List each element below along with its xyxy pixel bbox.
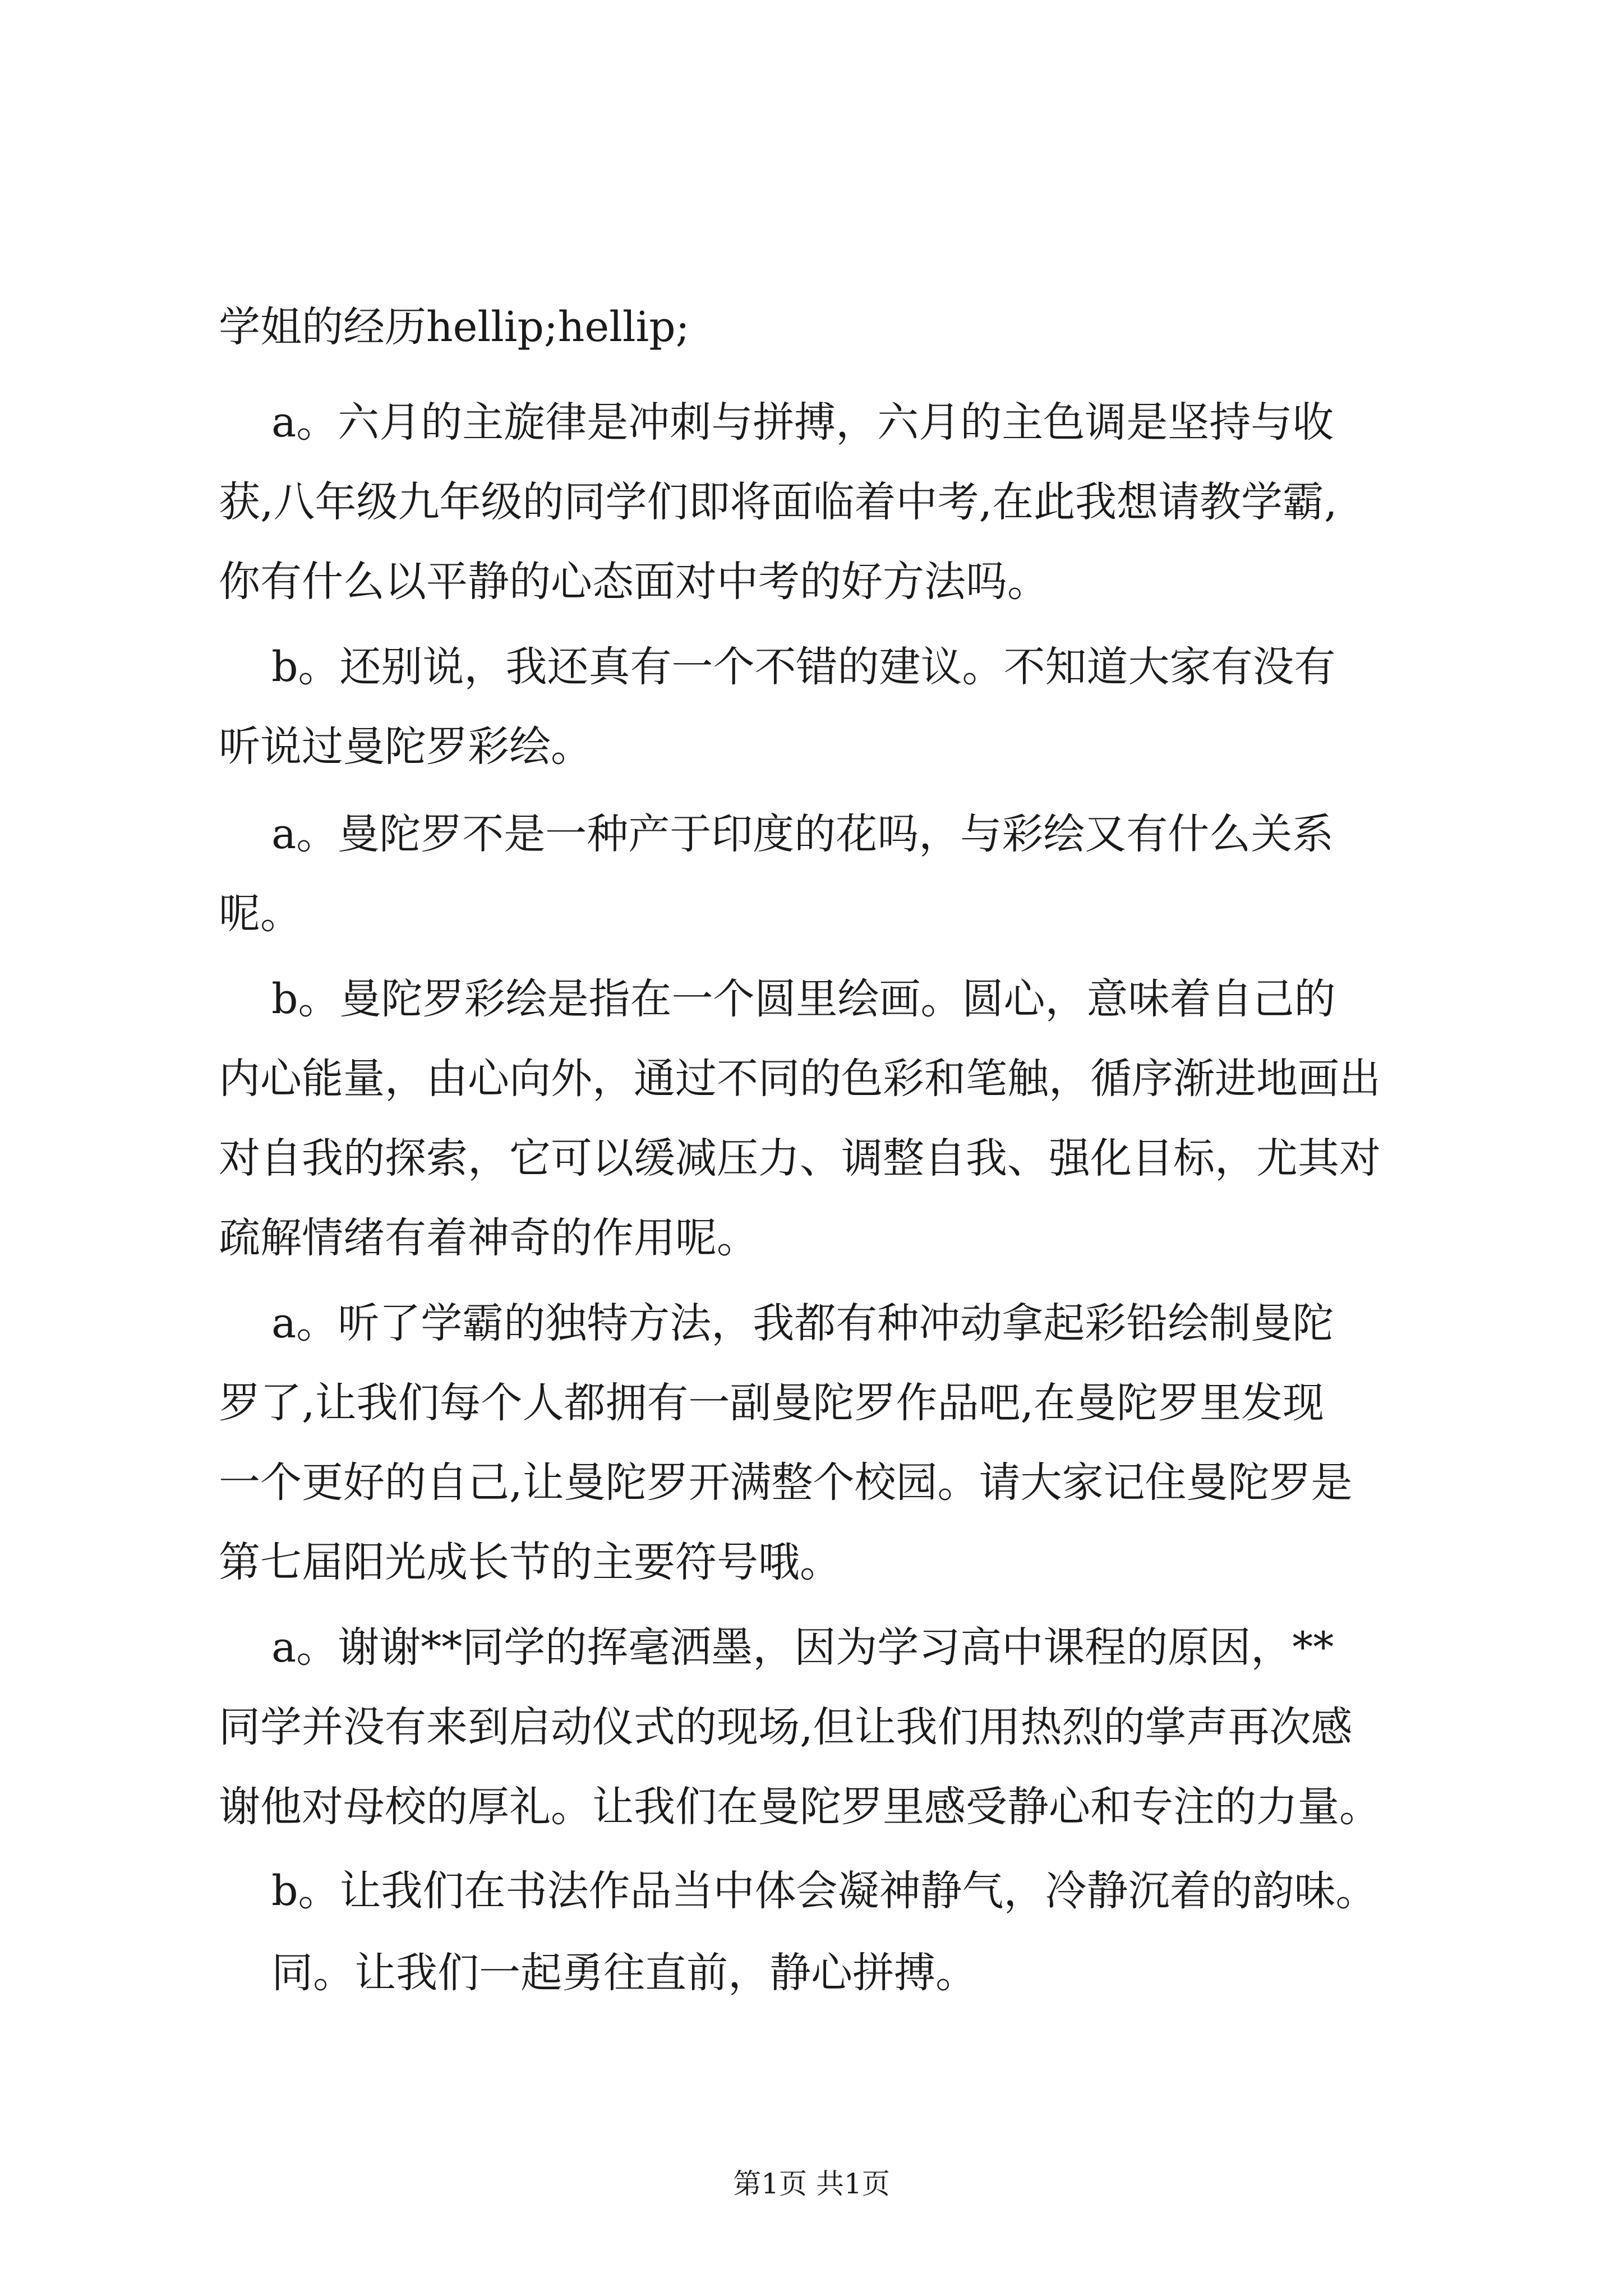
text-line: 学姐的经历hellip;hellip; <box>219 303 690 351</box>
text-line: 对自我的探索，它可以缓减压力、调整自我、强化目标，尤其对 <box>219 1134 1381 1182</box>
text-line: 呢。 <box>219 890 302 938</box>
text-line: a。谢谢**同学的挥毫洒墨，因为学习高中课程的原因，** <box>219 1623 1334 1672</box>
page-footer: 第1页 共1页 <box>733 2168 890 2200</box>
text-line: a。六月的主旋律是冲刺与拼搏，六月的主色调是坚持与收 <box>219 398 1334 447</box>
text-line: 内心能量，由心向外，通过不同的色彩和笔触，循序渐进地画出 <box>219 1055 1381 1103</box>
text-line: a。曼陀罗不是一种产于印度的花吗，与彩绘又有什么关系 <box>219 810 1334 858</box>
text-line: b。还别说，我还真有一个不错的建议。不知道大家有没有 <box>219 643 1336 691</box>
text-line: 谢他对母校的厚礼。让我们在曼陀罗里感受静心和专注的力量。 <box>219 1783 1381 1831</box>
text-line: 同学并没有来到启动仪式的现场,但让我们用热烈的掌声再次感 <box>219 1703 1353 1751</box>
text-line: 一个更好的自己,让曼陀罗开满整个校园。请大家记住曼陀罗是 <box>219 1458 1353 1507</box>
text-line: 获,八年级九年级的同学们即将面临着中考,在此我想请教学霸, <box>219 478 1338 526</box>
text-line: 疏解情绪有着神奇的作用呢。 <box>219 1214 758 1262</box>
text-line: a。听了学霸的独特方法，我都有种冲动拿起彩铅绘制曼陀 <box>219 1299 1334 1347</box>
text-line: b。曼陀罗彩绘是指在一个圆里绘画。圆心，意味着自己的 <box>219 975 1336 1023</box>
text-line: 同。让我们一起勇往直前，静心拼搏。 <box>219 1949 978 1997</box>
text-line: 你有什么以平静的心态面对中考的好方法吗。 <box>219 558 1049 606</box>
text-line: b。让我们在书法作品当中体会凝神静气，冷静沉着的韵味。 <box>219 1867 1377 1915</box>
text-line: 罗了,让我们每个人都拥有一副曼陀罗作品吧,在曼陀罗里发现 <box>219 1379 1325 1427</box>
text-line: 第七届阳光成长节的主要符号哦。 <box>219 1538 841 1586</box>
text-line: 听说过曼陀罗彩绘。 <box>219 723 592 771</box>
